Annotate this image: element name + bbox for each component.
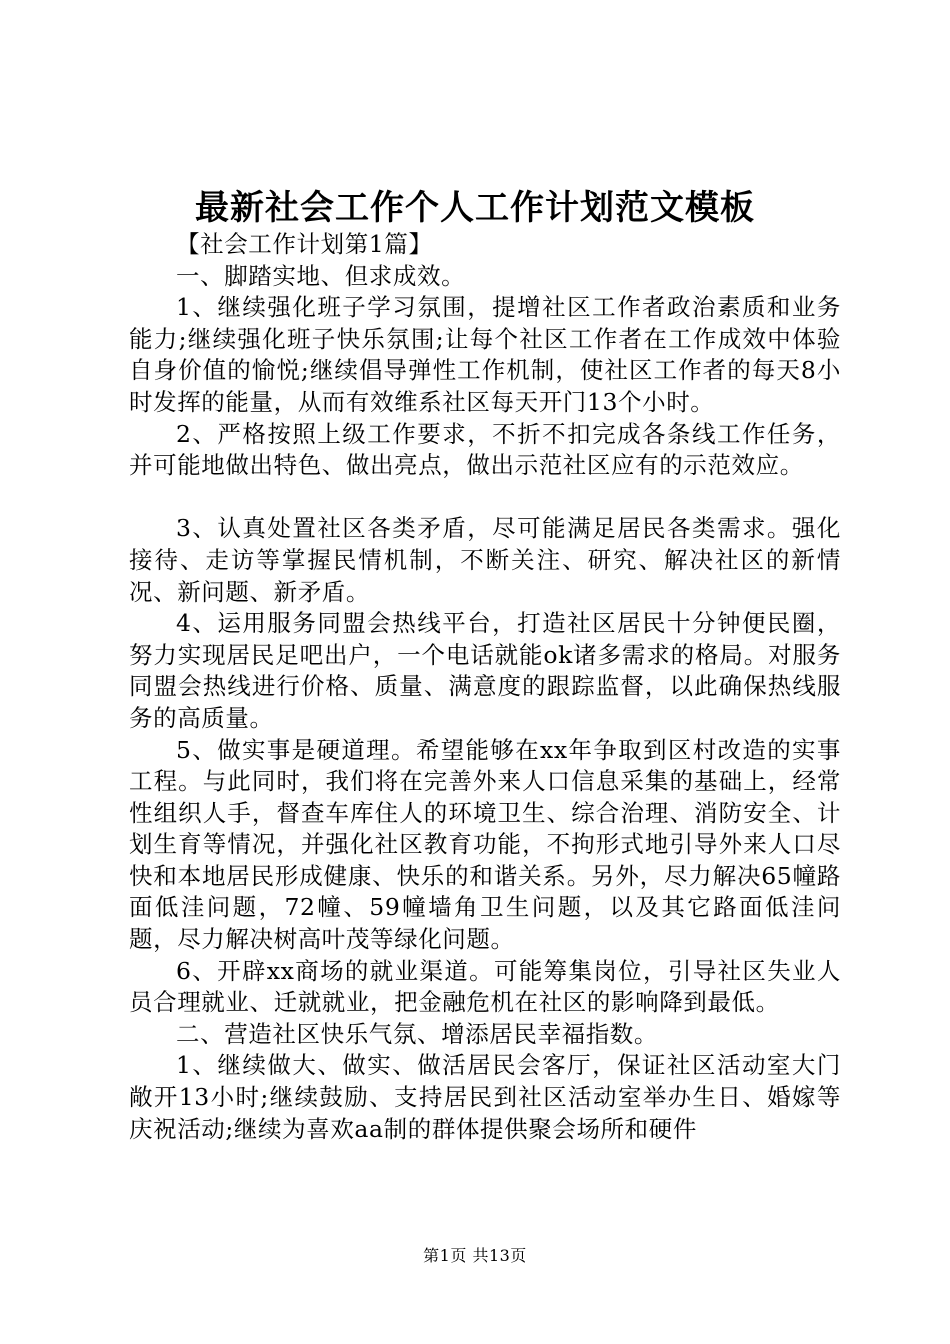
- document-body: [129, 229, 841, 1145]
- paragraph-item-1-4: 4、运用服务同盟会热线平台，打造社区居民十分钟便民圈，努力实现居民足吧出户，一个电话就能ok诸多需求的格局。对服务同盟会热线进行价格、质量、满意度的跟踪监督，以此确保热线服务的高质量。: [129, 609, 841, 732]
- document-title: 最新社会工作个人工作计划范文模板: [195, 188, 755, 228]
- paragraph-item-1-3: 3、认真处置社区各类矛盾，尽可能满足居民各类需求。强化接待、走访等掌握民情机制，不断关注、研究、解决社区的新情况、新问题、新矛盾。: [129, 514, 841, 606]
- paragraph-item-2-1: 1、继续做大、做实、做活居民会客厅，保证社区活动室大门敞开13小时;继续鼓励、支持居民到社区活动室举办生日、婚嫁等庆祝活动;继续为喜欢aa制的群体提供聚会场所和硬件: [129, 1051, 841, 1143]
- paragraph-item-1-6: 6、开辟xx商场的就业渠道。可能筹集岗位，引导社区失业人员合理就业、迁就就业，把金融危机在社区的影响降到最低。: [129, 956, 841, 1017]
- paragraph-item-1-2: 2、严格按照上级工作要求，不折不扣完成各条线工作任务，并可能地做出特色、做出亮点，做出示范社区应有的示范效应。: [129, 419, 841, 480]
- section-heading-part-1: 【社会工作计划第1篇】: [176, 230, 433, 258]
- paragraph-item-1-1: 1、继续强化班子学习氛围，提增社区工作者政治素质和业务能力;继续强化班子快乐氛围;让每个社区工作者在工作成效中体验自身价值的愉悦;继续倡导弹性工作机制，使社区工作者的每天8小时发挥的能量，从而有效维系社区每天开门13个小时。: [129, 293, 841, 416]
- paragraph-spacer: [129, 482, 841, 514]
- section-heading-1: 一、脚踏实地、但求成效。: [176, 261, 466, 290]
- section-heading-2: 二、营造社区快乐气氛、增添居民幸福指数。: [176, 1019, 658, 1048]
- paragraph-item-1-5: 5、做实事是硬道理。希望能够在xx年争取到区村改造的实事工程。与此同时，我们将在完善外来人口信息采集的基础上，经常性组织人手，督查车库住人的环境卫生、综合治理、消防安全、计划生育等情况，并强化社区教育功能，不拘形式地引导外来人口尽快和本地居民形成健康、快乐的和谐关系。另外，尽力解决65幢路面低洼问题，72幢、59幢墙角卫生问题，以及其它路面低洼问题，尽力解决树高叶茂等绿化问题。: [129, 735, 841, 954]
- page-number-footer: 第1页 共13页: [423, 1246, 527, 1265]
